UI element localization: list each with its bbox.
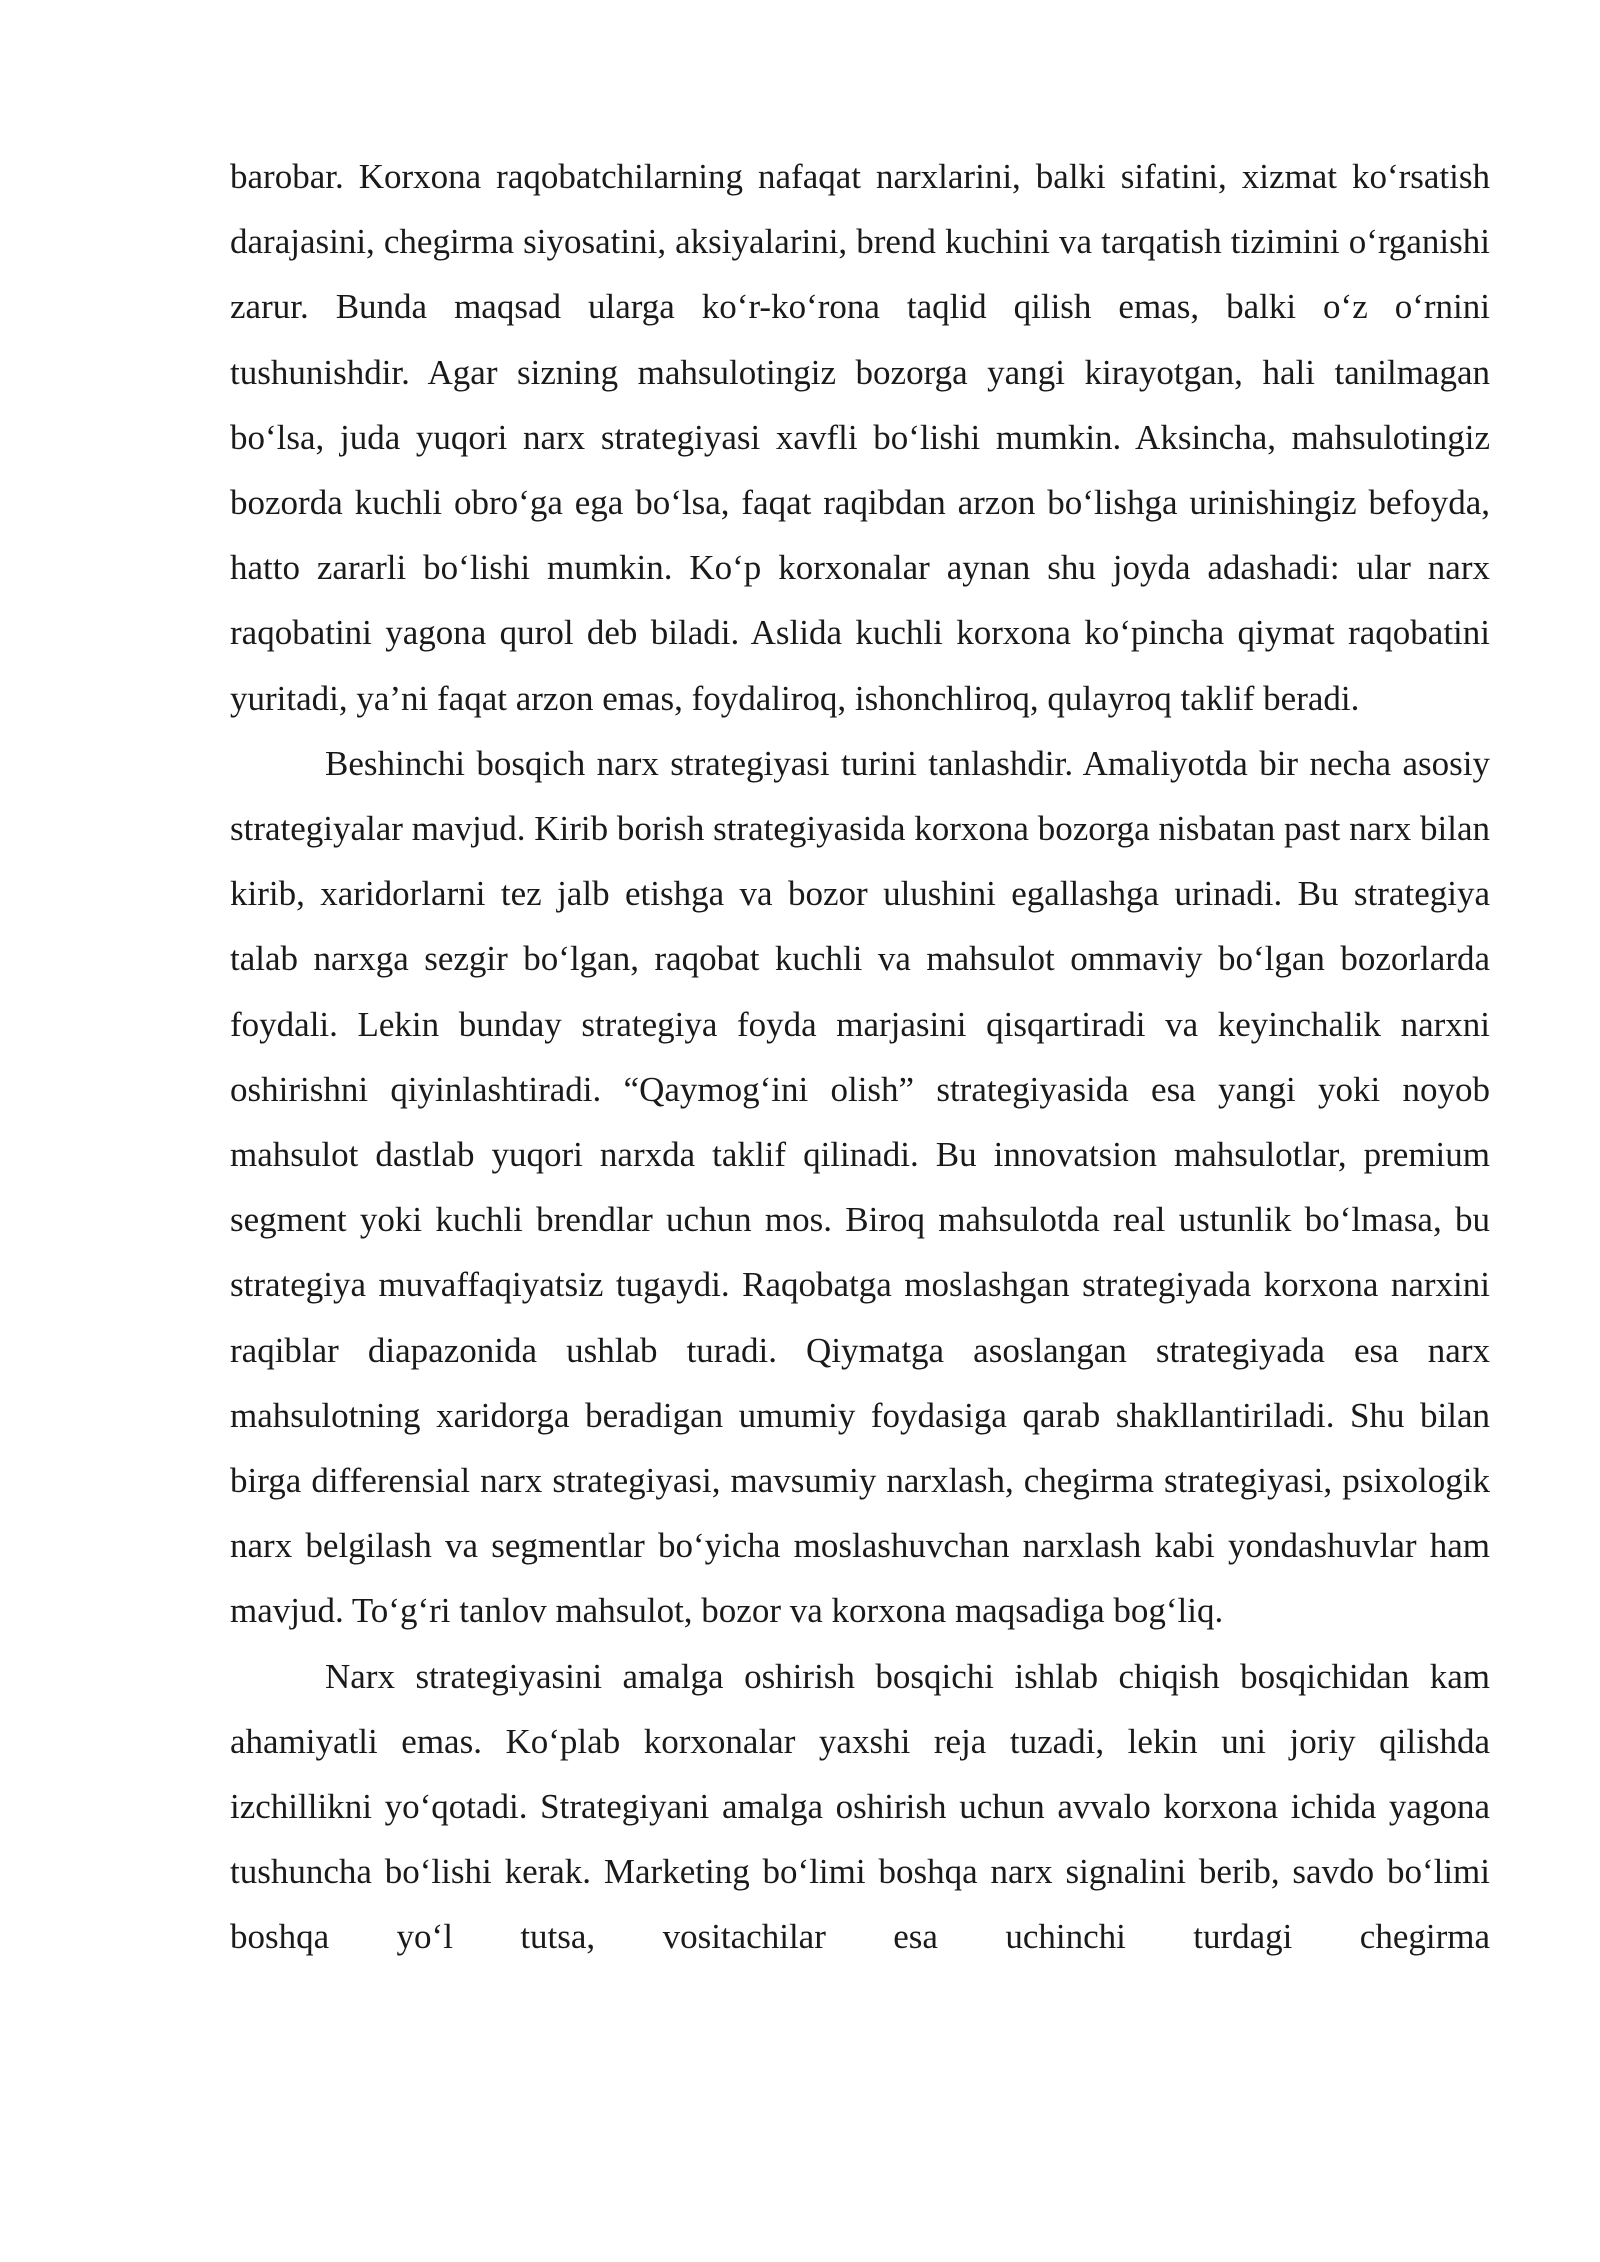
paragraph-3: Narx strategiyasini amalga oshirish bosqichi ishlab chiqish bosqichidan kam ahamiyatli emas. Koʻplab korxonalar yaxshi reja tuzadi, lekin uni joriy qilishda izchillikni yoʻqotadi. Strategiyani amalga oshirish uchun avvalo korxona ichida yagona tushuncha boʻlishi kerak. Marketing boʻlimi boshqa narx signalini berib, savdo boʻlimi boshqa yoʻl tutsa, vositachilar esa uchinchi turdagi chegirma [230, 1656, 1490, 1957]
paragraph-2: Beshinchi bosqich narx strategiyasi turini tanlashdir. Amaliyotda bir necha asosiy strategiyalar mavjud. Kirib borish strategiyasida korxona bozorga nisbatan past narx bilan kirib, xaridorlarni tez jalb etishga va bozor ulushini egallashga urinadi. Bu strategiya talab narxga sezgir boʻlgan, raqobat kuchli va mahsulot ommaviy boʻlgan bozorlarda foydali. Lekin bunday strategiya foyda marjasini qisqartiradi va keyinchalik narxni oshirishni qiyinlashtiradi. “Qaymogʻini olish” strategiyasida esa yangi yoki noyob mahsulot dastlab yuqori narxda taklif qilinadi. Bu innovatsion mahsulotlar, premium segment yoki kuchli brendlar uchun mos. Biroq mahsulotda real ustunlik boʻlmasa, bu strategiya muvaffaqiyatsiz tugaydi. Raqobatga moslashgan strategiyada korxona narxini raqiblar diapazonida ushlab turadi. Qiymatga asoslangan strategiyada esa narx mahsulotning xaridorga beradigan umumiy foydasiga qarab shakllantiriladi. Shu bilan birga differensial narx strategiyasi, mavsumiy narxlash, chegirma strategiyasi, psixologik narx belgilash va segmentlar boʻyicha moslashuvchan narxlash kabi yondashuvlar ham mavjud. Toʻgʻri tanlov mahsulot, bozor va korxona maqsadiga bogʻliq. [230, 743, 1490, 1631]
document-body [230, 144, 1490, 1970]
paragraph-1: barobar. Korxona raqobatchilarning nafaqat narxlarini, balki sifatini, xizmat koʻrsatish darajasini, chegirma siyosatini, aksiyalarini, brend kuchini va tarqatish tizimini oʻrganishi zarur. Bunda maqsad ularga koʻr-koʻrona taqlid qilish emas, balki oʻz oʻrnini tushunishdir. Agar sizning mahsulotingiz bozorga yangi kirayotgan, hali tanilmagan boʻlsa, juda yuqori narx strategiyasi xavfli boʻlishi mumkin. Aksincha, mahsulotingiz bozorda kuchli obroʻga ega boʻlsa, faqat raqibdan arzon boʻlishga urinishingiz befoyda, hatto zararli boʻlishi mumkin. Koʻp korxonalar aynan shu joyda adashadi: ular narx raqobatini yagona qurol deb biladi. Aslida kuchli korxona koʻpincha qiymat raqobatini yuritadi, ya’ni faqat arzon emas, foydaliroq, ishonchliroq, qulayroq taklif beradi. [230, 157, 1490, 718]
